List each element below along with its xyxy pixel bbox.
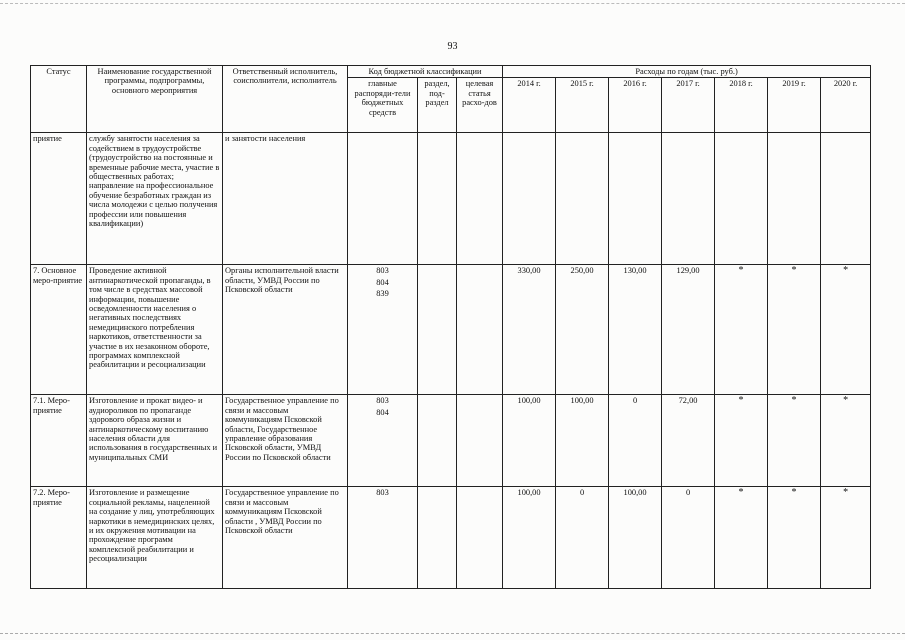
row-value-2017: 0 <box>662 487 715 589</box>
row-value-2018 <box>715 395 768 487</box>
row-name: Изготовление и размещение социальной рекламы, нацеленной на создание у лиц, употребляющих наркотики в немедицинских целях, и их окружения мотивации на прохождение программ комплексной реабилитации и ресоциализации <box>87 487 223 589</box>
value-asterisk: * <box>843 487 849 499</box>
row-status: 7.1. Меро-приятие <box>31 395 87 487</box>
row-value-2015: 250,00 <box>556 265 609 395</box>
row-value-2019 <box>768 487 821 589</box>
row-value-2014: 100,00 <box>503 487 556 589</box>
budget-code: 803 <box>376 266 389 276</box>
row-codes <box>348 395 418 487</box>
row-section <box>418 487 457 589</box>
header-name: Наименование государственной программы, подпрограммы, основного мероприятия <box>87 66 223 133</box>
row-value-2015: 0 <box>556 487 609 589</box>
table-row <box>31 265 871 395</box>
row-status: 7.2. Меро-приятие <box>31 487 87 589</box>
row-section <box>418 395 457 487</box>
row-value-2015 <box>556 133 609 265</box>
header-year-2015: 2015 г. <box>556 78 609 133</box>
budget-code: 803 <box>376 396 389 406</box>
row-responsible: и занятости населения <box>223 133 348 265</box>
row-value-2019 <box>768 395 821 487</box>
row-value-2018 <box>715 265 768 395</box>
budget-table <box>30 65 871 589</box>
value-asterisk: * <box>791 487 797 499</box>
page-bottom-edge <box>0 633 905 634</box>
row-name: Проведение активной антинаркотической пропаганды, в том числе в средствах массовой информации, повышение осведомленности населения о негативных последствиях немедицинского потребления наркотиков, ответственности за участие в их незаконном обороте, программах комплексной реабилитации и ресоциализации <box>87 265 223 395</box>
row-target <box>457 265 503 395</box>
row-value-2014 <box>503 133 556 265</box>
budget-code: 804 <box>376 407 389 417</box>
header-budget-code-group: Код бюджетной классификации <box>348 66 503 78</box>
row-status: приятие <box>31 133 87 265</box>
header-year-2019: 2019 г. <box>768 78 821 133</box>
row-section <box>418 133 457 265</box>
row-value-2020 <box>821 487 871 589</box>
row-value-2019 <box>768 265 821 395</box>
row-value-2017: 72,00 <box>662 395 715 487</box>
header-status: Статус <box>31 66 87 133</box>
row-value-2014: 100,00 <box>503 395 556 487</box>
value-asterisk: * <box>738 265 744 277</box>
budget-code: 804 <box>376 277 389 287</box>
row-codes <box>348 133 418 265</box>
header-year-2014: 2014 г. <box>503 78 556 133</box>
row-name: Изготовление и прокат видео- и аудиороликов по пропаганде здорового образа жизни и антинаркотическому воспитанию населения области для использования в государственных и муниципальных СМИ <box>87 395 223 487</box>
row-value-2016: 130,00 <box>609 265 662 395</box>
budget-code: 839 <box>376 289 389 299</box>
header-expenses-group: Расходы по годам (тыс. руб.) <box>503 66 871 78</box>
row-value-2020 <box>821 133 871 265</box>
row-value-2018 <box>715 133 768 265</box>
row-responsible: Органы исполнительной власти области, УМВД России по Псковской области <box>223 265 348 395</box>
header-code-target: целевая статья расхо-дов <box>457 78 503 133</box>
row-value-2017: 129,00 <box>662 265 715 395</box>
value-asterisk: * <box>738 487 744 499</box>
page-top-edge <box>0 3 905 4</box>
row-name: службу занятости населения за содействием в трудоустройстве (трудоустройство на постоянные и временные рабочие места, участие в общественных работах; направление на профессиональное обучение безработных граждан из числа молодежи с целью получения профессии или повышения квалификации) <box>87 133 223 265</box>
row-value-2020 <box>821 395 871 487</box>
row-codes <box>348 487 418 589</box>
row-value-2016: 100,00 <box>609 487 662 589</box>
header-year-2017: 2017 г. <box>662 78 715 133</box>
budget-code: 803 <box>376 488 389 498</box>
page-number: 93 <box>447 41 458 52</box>
row-responsible: Государственное управление по связи и массовым коммуникациям Псковской области , УМВД России по Псковской области <box>223 487 348 589</box>
table-row <box>31 133 871 265</box>
row-target <box>457 487 503 589</box>
value-asterisk: * <box>791 395 797 407</box>
value-asterisk: * <box>738 395 744 407</box>
header-responsible: Ответственный исполнитель, соисполнители, исполнитель <box>223 66 348 133</box>
table-row <box>31 395 871 487</box>
row-value-2018 <box>715 487 768 589</box>
row-codes <box>348 265 418 395</box>
value-asterisk: * <box>843 265 849 277</box>
row-responsible: Государственное управление по связи и массовым коммуникациям Псковской области, Государственное управление образования Псковской области, УМВД России по Псковской области <box>223 395 348 487</box>
row-section <box>418 265 457 395</box>
header-year-2018: 2018 г. <box>715 78 768 133</box>
row-target <box>457 395 503 487</box>
row-status: 7. Основное меро-приятие <box>31 265 87 395</box>
row-value-2019 <box>768 133 821 265</box>
row-value-2014: 330,00 <box>503 265 556 395</box>
row-value-2016 <box>609 133 662 265</box>
value-asterisk: * <box>843 395 849 407</box>
row-value-2017 <box>662 133 715 265</box>
header-code-section: раздел, под-раздел <box>418 78 457 133</box>
value-asterisk: * <box>791 265 797 277</box>
row-value-2016: 0 <box>609 395 662 487</box>
row-value-2015: 100,00 <box>556 395 609 487</box>
header-code-main-manager: главные распоряди-тели бюджетных средств <box>348 78 418 133</box>
row-value-2020 <box>821 265 871 395</box>
row-target <box>457 133 503 265</box>
table-row <box>31 487 871 589</box>
header-year-2020: 2020 г. <box>821 78 871 133</box>
header-year-2016: 2016 г. <box>609 78 662 133</box>
header-row-1 <box>31 66 871 78</box>
